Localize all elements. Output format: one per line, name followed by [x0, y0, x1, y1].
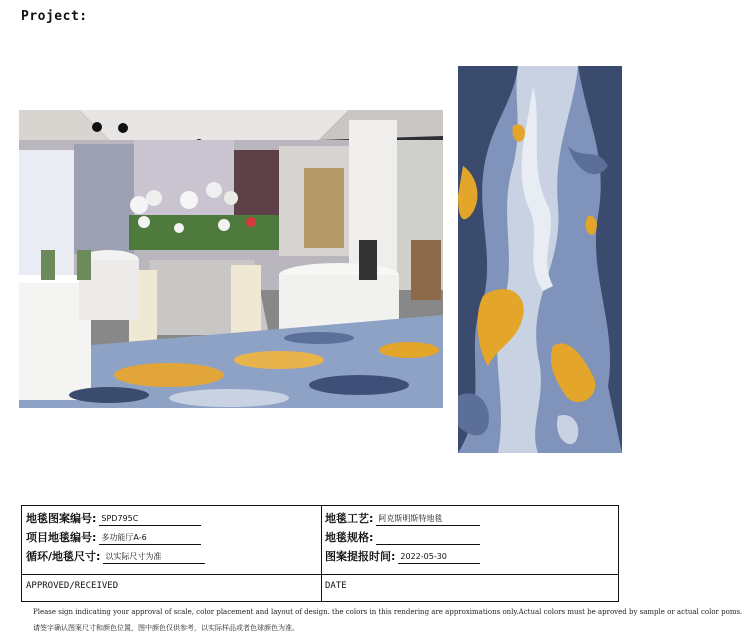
- project-number-label: 项目地毯编号:: [26, 531, 97, 544]
- table-divider-horizontal: [22, 574, 618, 575]
- size-value: 以实际尺寸为准: [103, 551, 205, 564]
- project-number-row: [26, 527, 201, 545]
- note-english: Please sign indicating your approval of scale, color placement and layout of design. the colors in this rendering are approximations only.Actual colors must be aproved by sample or actual color poms.: [33, 608, 742, 616]
- size-row: [26, 546, 205, 564]
- date-label: DATE: [325, 581, 347, 591]
- submit-date-row: [325, 546, 480, 564]
- submit-date-label: 图案提报时间:: [325, 550, 396, 563]
- approved-received-label: APPROVED/RECEIVED: [26, 581, 119, 591]
- carpet-design: [458, 66, 622, 453]
- project-number-value: 多功能厅A-6: [99, 532, 201, 545]
- pattern-number-row: [26, 508, 201, 526]
- submit-date-value: 2022-05-30: [398, 551, 480, 564]
- info-table: [21, 505, 619, 602]
- room-photo: [19, 110, 443, 408]
- project-label: Project:: [21, 9, 88, 24]
- size-label: 循环/地毯尺寸:: [26, 550, 101, 563]
- spec-label: 地毯规格:: [325, 531, 374, 544]
- pattern-number-value: SPD795C: [99, 513, 201, 526]
- craft-row: [325, 508, 480, 526]
- note-chinese: 请签字确认图案尺寸和颜色位置，图中颜色仅供参考，以实际样品或者色球颜色为准。: [33, 624, 299, 632]
- craft-label: 地毯工艺:: [325, 512, 374, 525]
- craft-value: 阿克斯明斯特地毯: [376, 513, 480, 526]
- pattern-number-label: 地毯图案编号:: [26, 512, 97, 525]
- table-divider-vertical: [321, 506, 322, 602]
- spec-row: [325, 527, 480, 545]
- spec-value: [376, 532, 480, 545]
